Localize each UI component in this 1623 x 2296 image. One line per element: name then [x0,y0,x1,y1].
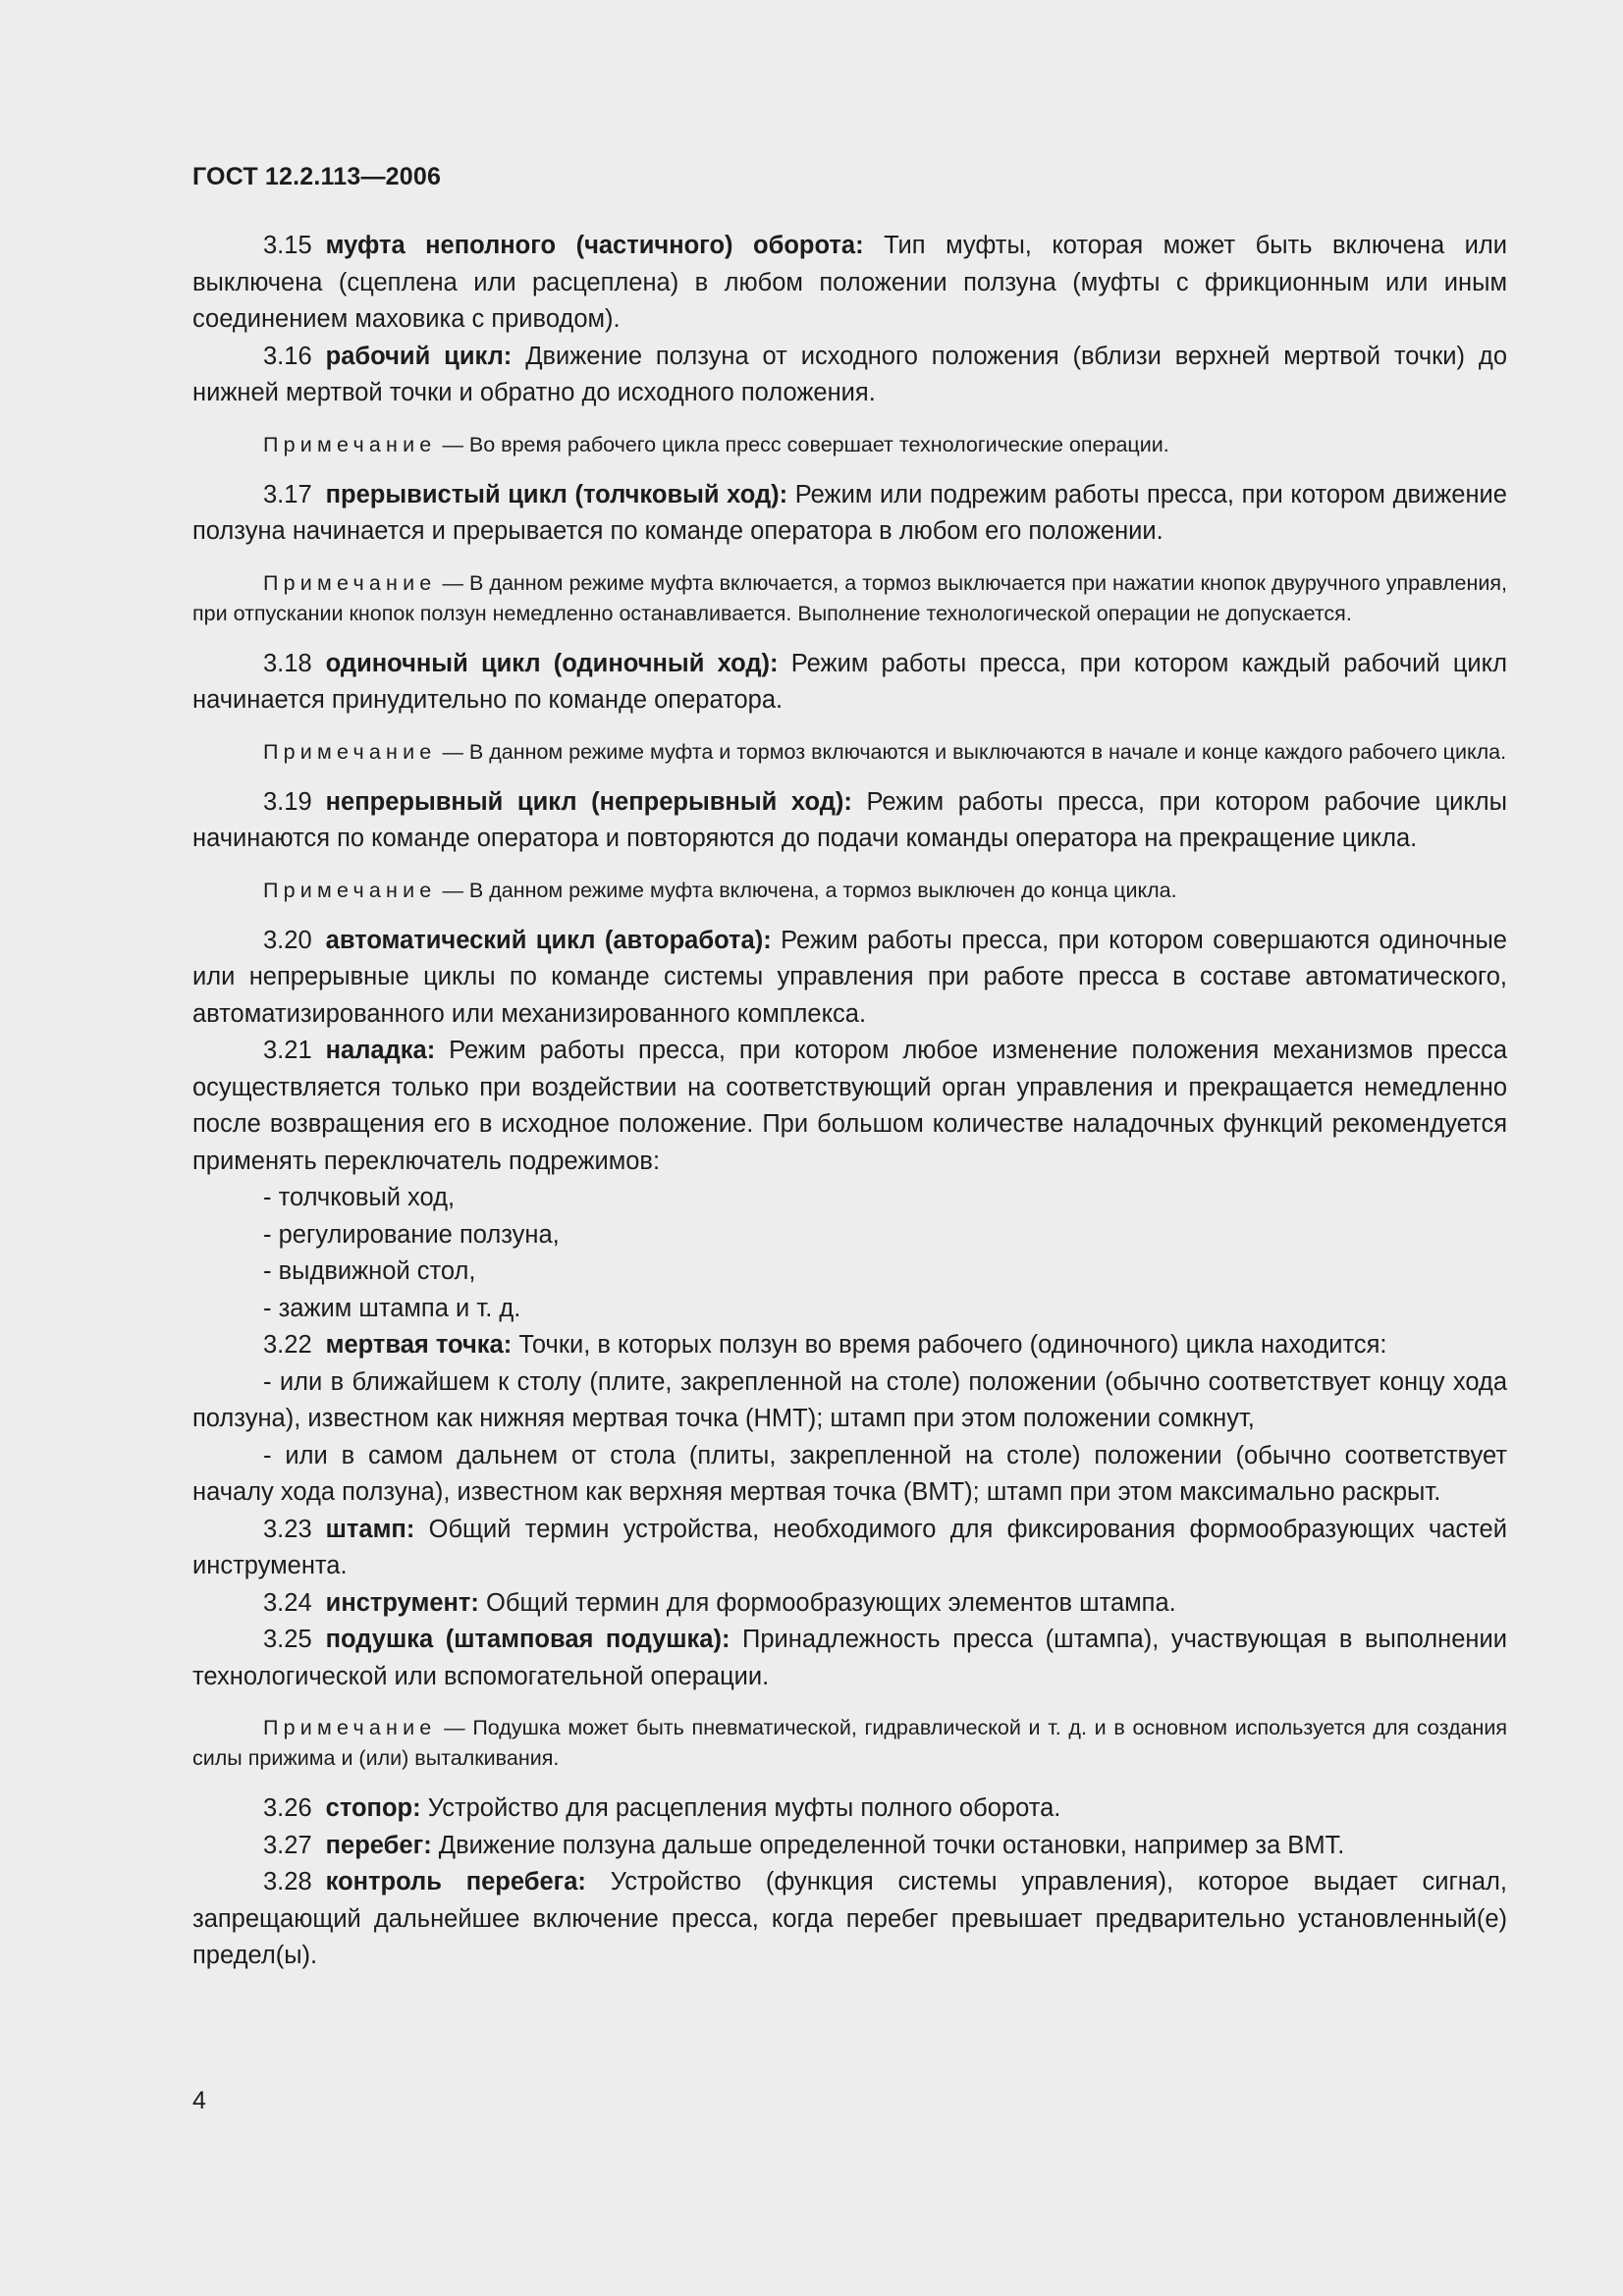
term-number: 3.18 [263,649,312,677]
list-item: - или в ближайшем к столу (плите, закрепленной на столе) положении (обычно соответствует концу хода ползуна), известном как нижняя мертвая точка (НМТ); штамп при этом положении сомкнут, [192,1367,1507,1432]
note-text: — В данном режиме муфта включена, а тормоз выключен до конца цикла. [442,878,1177,902]
term-number: 3.20 [263,926,312,954]
term-title: муфта неполного (частичного) оборота: [325,232,864,259]
term-definition: Движение ползуна от исходного положения (вблизи верхней мертвой точки) до нижней мертвой точки и обратно до исходного положения. [192,342,1507,406]
term-number: 3.25 [263,1626,312,1653]
term-title: подушка (штамповая подушка): [325,1626,730,1653]
entry-3-17 [192,477,1507,551]
term-number: 3.23 [263,1515,312,1543]
term-number: 3.28 [263,1868,312,1896]
page-number: 4 [192,2087,206,2114]
term-number: 3.22 [263,1331,312,1359]
term-definition: Тип муфты, которая может быть включена или выключена (сцеплена или расцеплена) в любом положении ползуна (муфты с фрикционным или иным соединением маховика с приводом). [192,232,1507,333]
term-definition: Точки, в которых ползун во время рабочего (одиночного) цикла находится: [518,1331,1387,1359]
term-definition: Устройство для расцепления муфты полного оборота. [427,1794,1061,1822]
term-title: прерывистый цикл (толчковый ход): [325,480,788,508]
term-number: 3.15 [263,232,312,259]
note-3-19 [192,876,1507,906]
note-label: Примечание [263,570,437,595]
note-3-25 [192,1713,1507,1774]
note-text: — В данном режиме муфта и тормоз включаются и выключаются в начале и конце каждого рабочего цикла. [442,739,1507,764]
term-number: 3.17 [263,480,312,508]
list-item: - толчковый ход, [263,1184,456,1211]
note-3-18 [192,737,1507,768]
term-title: автоматический цикл (авторабота): [325,926,772,954]
note-label: Примечание [263,739,437,764]
list-item: - выдвижной стол, [263,1257,476,1285]
term-title: наладка: [325,1037,436,1064]
entry-3-26 [192,1790,1507,1828]
term-number: 3.21 [263,1037,312,1064]
term-definition: Устройство (функция системы управления), которое выдает сигнал, запрещающий дальнейшее включение пресса, когда перебег превышает предварительно установленный(е) предел(ы). [192,1868,1508,1969]
term-title: непрерывный цикл (непрерывный ход): [325,787,852,816]
entry-3-16 [192,339,1507,412]
term-number: 3.24 [263,1588,312,1617]
term-title: мертвая точка: [325,1331,513,1359]
entry-3-25 [192,1622,1507,1695]
note-text: — В данном режиме муфта включается, а тормоз выключается при нажатии кнопок двуручного управления, при отпускании кнопок ползун немедленно останавливается. Выполнение технологической операции не допускается. [192,570,1507,625]
term-definition: Режим работы пресса, при котором любое изменение положения механизмов пресса осуществляется только при воздействии на соответствующий орган управления и прекращается немедленно после возвращения его в исходное положение. При большом количестве наладочных функций рекомендуется применять переключатель подрежимов: [192,1037,1508,1175]
note-label: Примечание [263,1716,437,1739]
term-definition: Режим работы пресса, при котором совершаются одиночные или непрерывные циклы по команде системы управления при работе пресса в составе автоматического, автоматизированного или механизированного комплекса. [192,926,1507,1028]
term-number: 3.16 [263,342,312,370]
note-text: — Во время рабочего цикла пресс совершает технологические операции. [442,432,1169,456]
term-definition: Режим работы пресса, при котором каждый рабочий цикл начинается принудительно по команде оператора. [192,649,1507,714]
note-label: Примечание [263,878,437,902]
entry-3-22 [192,1327,1507,1364]
term-definition: Принадлежность пресса (штампа), участвующая в выполнении технологической или вспомогательной операции. [192,1626,1507,1690]
entry-3-15 [192,228,1507,339]
term-definition: Общий термин устройства, необходимого для фиксирования формообразующих частей инструмента. [192,1515,1507,1579]
note-3-17 [192,568,1507,629]
document-header: ГОСТ 12.2.113—2006 [192,163,442,190]
term-title: стопор: [325,1794,421,1822]
term-number: 3.27 [263,1831,312,1859]
term-number: 3.19 [263,787,312,816]
entry-3-27 [192,1828,1507,1865]
term-title: инструмент: [325,1588,479,1617]
term-title: штамп: [325,1515,415,1543]
note-3-16 [192,430,1507,460]
entry-3-24 [192,1585,1507,1623]
term-title: перебег: [325,1831,432,1859]
entry-3-18 [192,646,1507,720]
term-definition: Общий термин для формообразующих элементов штампа. [486,1588,1176,1617]
note-text: — Подушка может быть пневматической, гидравлической и т. д. и в основном используется для создания силы прижима и (или) выталкивания. [192,1716,1507,1770]
list-item: - или в самом дальнем от стола (плиты, закрепленной на столе) положении (обычно соответствует началу хода ползуна), известном как верхняя мертвая точка (ВМТ); штамп при этом максимально раскрыт. [192,1441,1507,1506]
term-title: рабочий цикл: [325,342,513,370]
term-title: одиночный цикл (одиночный ход): [325,649,779,677]
entry-3-19 [192,784,1507,858]
entry-3-20 [192,923,1507,1034]
term-definition: Режим или подрежим работы пресса, при котором движение ползуна начинается и прерывается по команде оператора в любом его положении. [192,480,1507,545]
list-item: - зажим штампа и т. д. [263,1294,521,1322]
entry-3-28 [192,1864,1507,1975]
term-definition: Движение ползуна дальше определенной точки остановки, например за ВМТ. [438,1831,1345,1859]
term-number: 3.26 [263,1794,312,1822]
term-title: контроль перебега: [325,1868,586,1896]
document-body [192,228,1507,1975]
list-item: - регулирование ползуна, [263,1220,560,1249]
entry-3-21 [192,1033,1507,1180]
entry-3-23 [192,1512,1507,1585]
term-definition: Режим работы пресса, при котором рабочие циклы начинаются по команде оператора и повторяются до подачи команды оператора на прекращение цикла. [192,787,1507,852]
note-label: Примечание [263,432,437,456]
